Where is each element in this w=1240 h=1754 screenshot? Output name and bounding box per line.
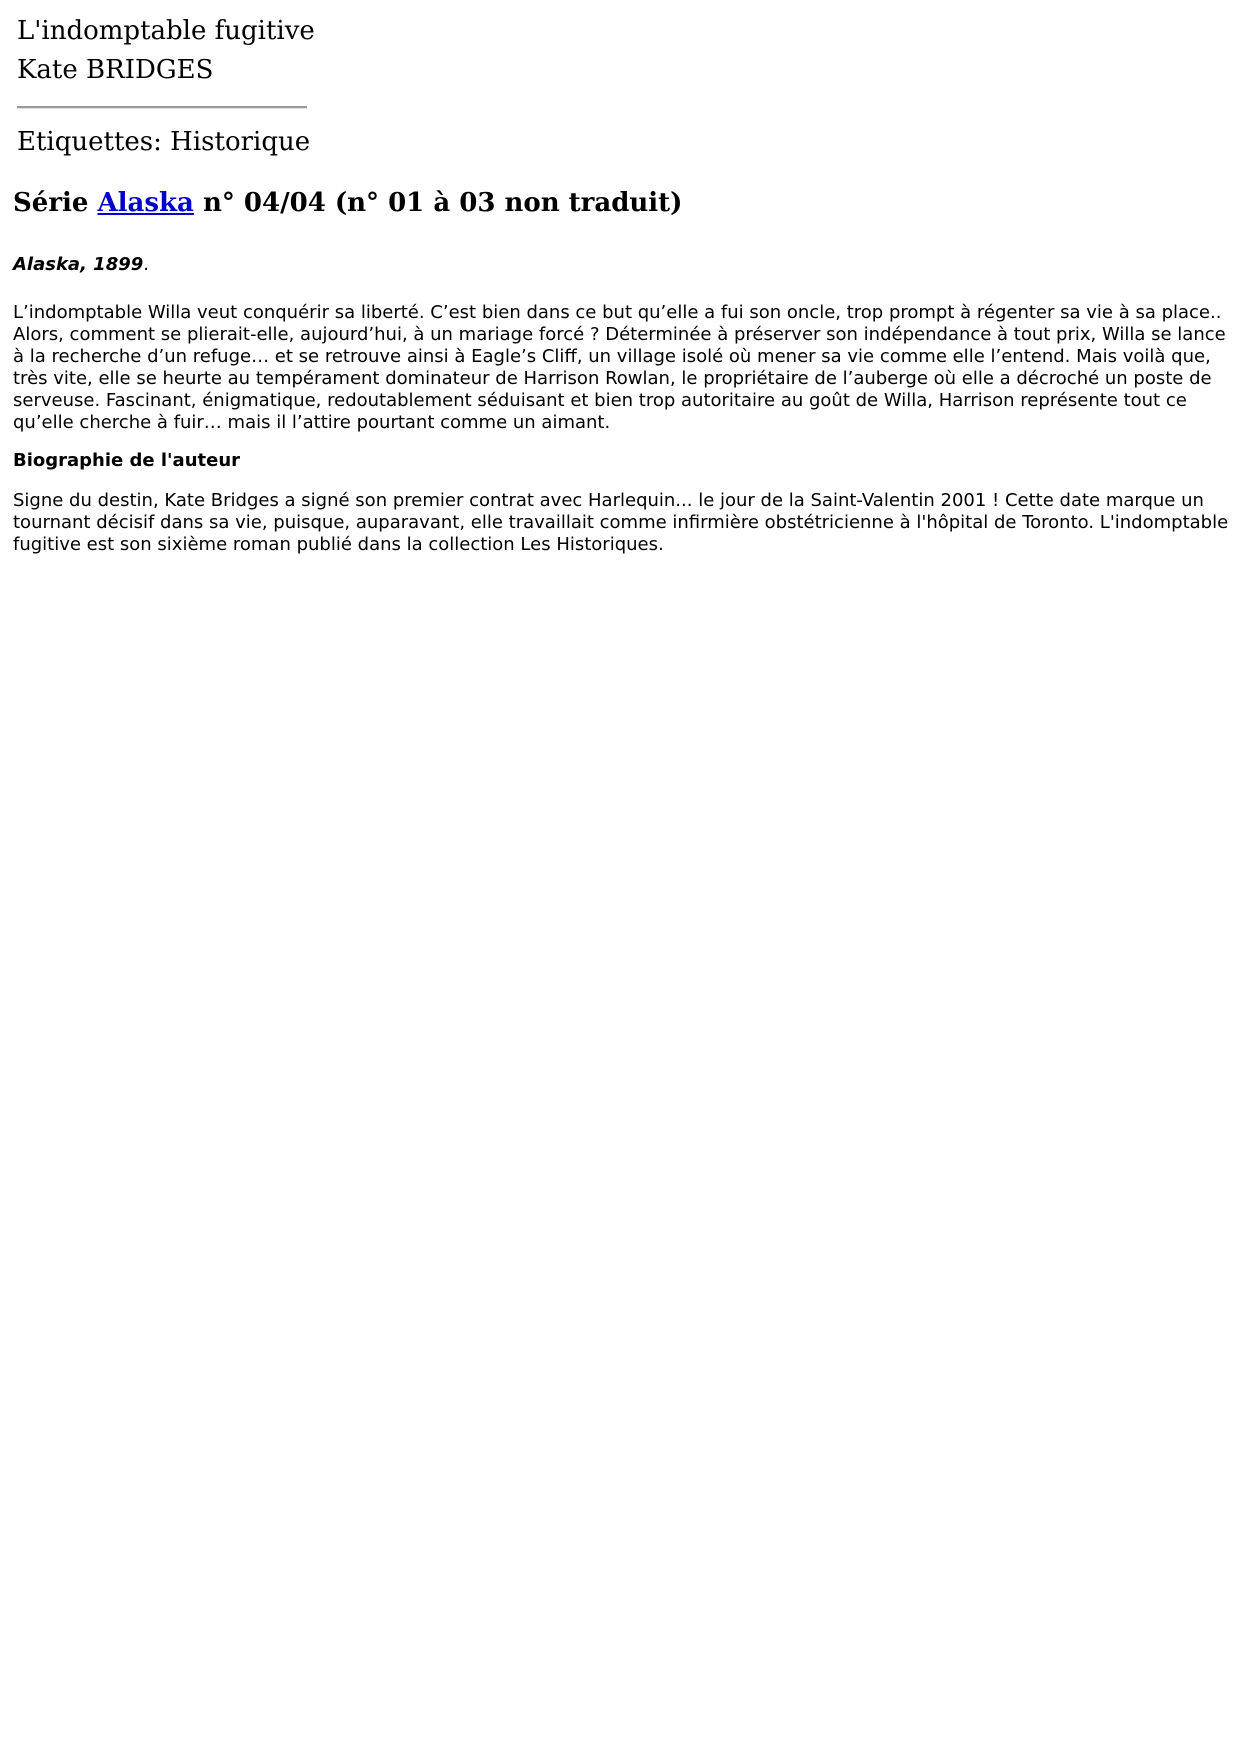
book-meta [17, 12, 315, 162]
series-heading [13, 185, 682, 221]
summary-text: L’indomptable Willa veut conquérir sa liberté. C’est bien dans ce but qu’elle a fui son oncle, trop prompt à régenter sa vie à sa place.. Alors, comment se plierait-elle, aujourd’hui, à un mariage forcé ? Déterminée à préserver son indépendance à tout prix, Willa se lance à la recherche d’un refuge… et se retrouve ainsi à Eagle’s Cliff, un village isolé où mener sa vie comme elle l’entend. Mais voilà que, très vite, elle se heurte au tempérament dominateur de Harrison Rowlan, le propriétaire de l’auberge où elle a décroché un poste de serveuse. Fascinant, énigmatique, redoutablement séduisant et bien trop autoritaire au goût de Willa, Harrison représente tout ce qu’elle cherche à fuir… mais il l’attire pourtant comme un aimant. [13, 302, 1226, 433]
book-description [13, 254, 1231, 556]
meta-divider [17, 106, 307, 109]
book-author: Kate BRIDGES [17, 55, 214, 85]
place-date-punct: . [143, 254, 150, 275]
biography-heading: Biographie de l'auteur [13, 450, 241, 471]
book-tags: Etiquettes: Historique [17, 127, 311, 157]
place-date: Alaska, 1899 [13, 254, 144, 275]
series-link[interactable]: Alaska [97, 188, 194, 218]
book-title: L'indomptable fugitive [17, 16, 315, 46]
place-date-line [13, 254, 1231, 276]
biography-text: Signe du destin, Kate Bridges a signé son premier contrat avec Harlequin... le jour de la Saint-Valentin 2001 ! Cette date marque un tournant décisif dans sa vie, puisque, auparavant, elle travaillait comme infirmière obstétricienne à l'hôpital de Toronto. L'indomptable fugitive est son sixième roman publié dans la collection Les Historiques. [13, 490, 1229, 555]
series-prefix: Série [13, 188, 89, 218]
series-suffix: n° 04/04 (n° 01 à 03 non traduit) [202, 188, 683, 218]
